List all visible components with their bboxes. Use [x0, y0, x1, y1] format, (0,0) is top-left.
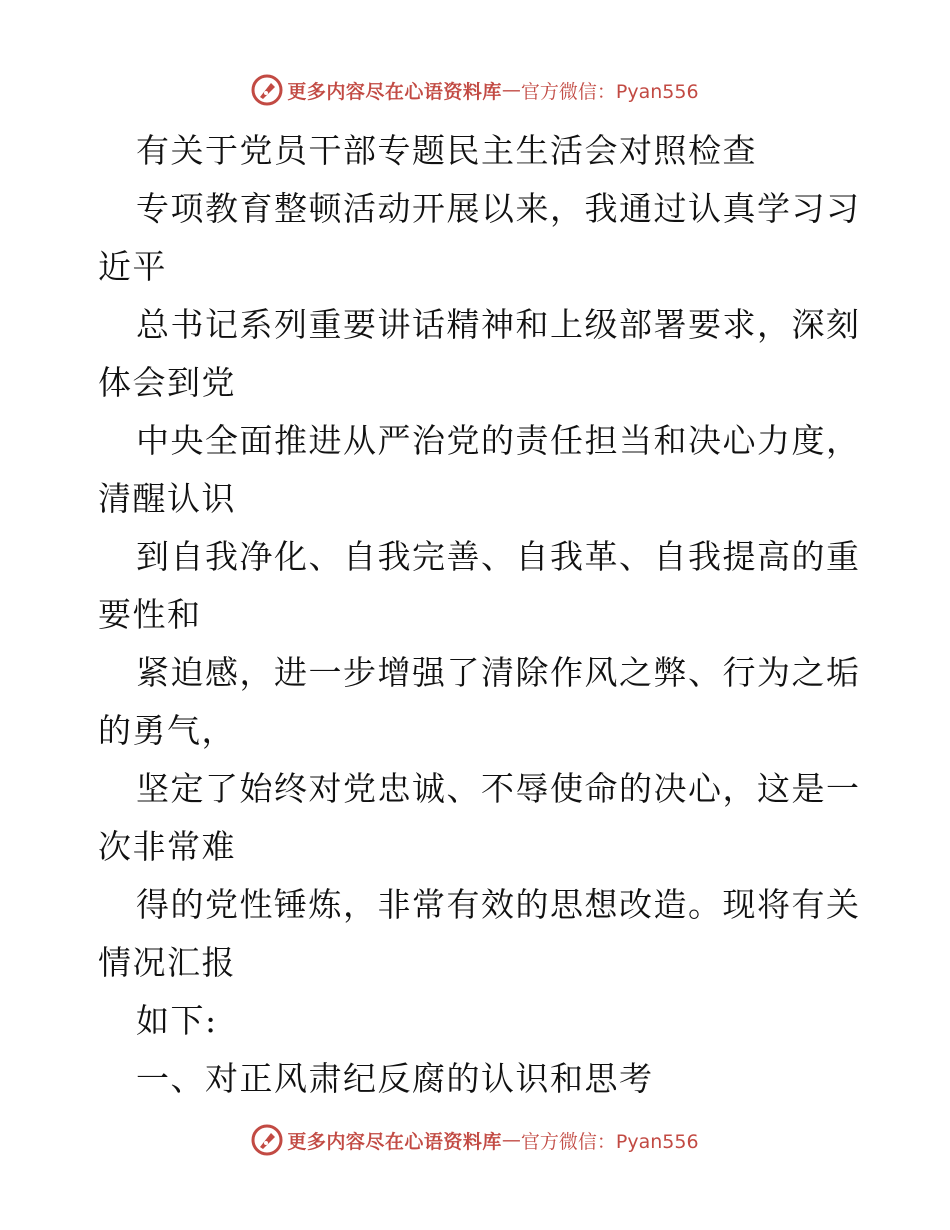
footer-watermark — [0, 1122, 950, 1158]
document-body — [98, 122, 861, 1108]
document-line: 次非常难 — [98, 827, 236, 866]
document-line: 有关于党员干部专题民主生活会对照检查 — [136, 131, 757, 170]
pen-nib-circle-icon — [251, 1124, 283, 1156]
document-line: 要性和 — [98, 595, 202, 634]
document-line: 清醒认识 — [98, 479, 236, 518]
document-line: 总书记系列重要讲话精神和上级部署要求，深刻 — [136, 305, 861, 344]
pen-nib-circle-icon — [251, 74, 283, 106]
document-line: 的勇气， — [98, 711, 236, 750]
document-line: 专项教育整顿活动开展以来，我通过认真学习习 — [136, 189, 861, 228]
watermark-separator: — — [501, 79, 521, 101]
watermark-wechat-text: 官方微信：Pyan556 — [520, 80, 699, 103]
document-line: 如下: — [136, 1001, 218, 1040]
header-watermark — [0, 72, 950, 108]
document-line: 情况汇报 — [98, 943, 236, 982]
document-line: 得的党性锤炼，非常有效的思想改造。现将有关 — [136, 885, 861, 924]
watermark-separator: — — [501, 1129, 521, 1151]
watermark-site-text: 更多内容尽在心语资料库 — [287, 1130, 502, 1153]
watermark-site-text: 更多内容尽在心语资料库 — [287, 80, 502, 103]
document-line: 坚定了始终对党忠诚、不辱使命的决心，这是一 — [136, 769, 861, 808]
document-line: 体会到党 — [98, 363, 236, 402]
document-line: 近平 — [98, 247, 167, 286]
document-line: 紧迫感，进一步增强了清除作风之弊、行为之垢 — [136, 653, 861, 692]
document-line: 一、对正风肃纪反腐的认识和思考 — [136, 1059, 654, 1098]
watermark-wechat-text: 官方微信：Pyan556 — [520, 1130, 699, 1153]
document-line: 到自我净化、自我完善、自我革、自我提高的重 — [136, 537, 861, 576]
document-line: 中央全面推进从严治党的责任担当和决心力度， — [136, 421, 861, 460]
